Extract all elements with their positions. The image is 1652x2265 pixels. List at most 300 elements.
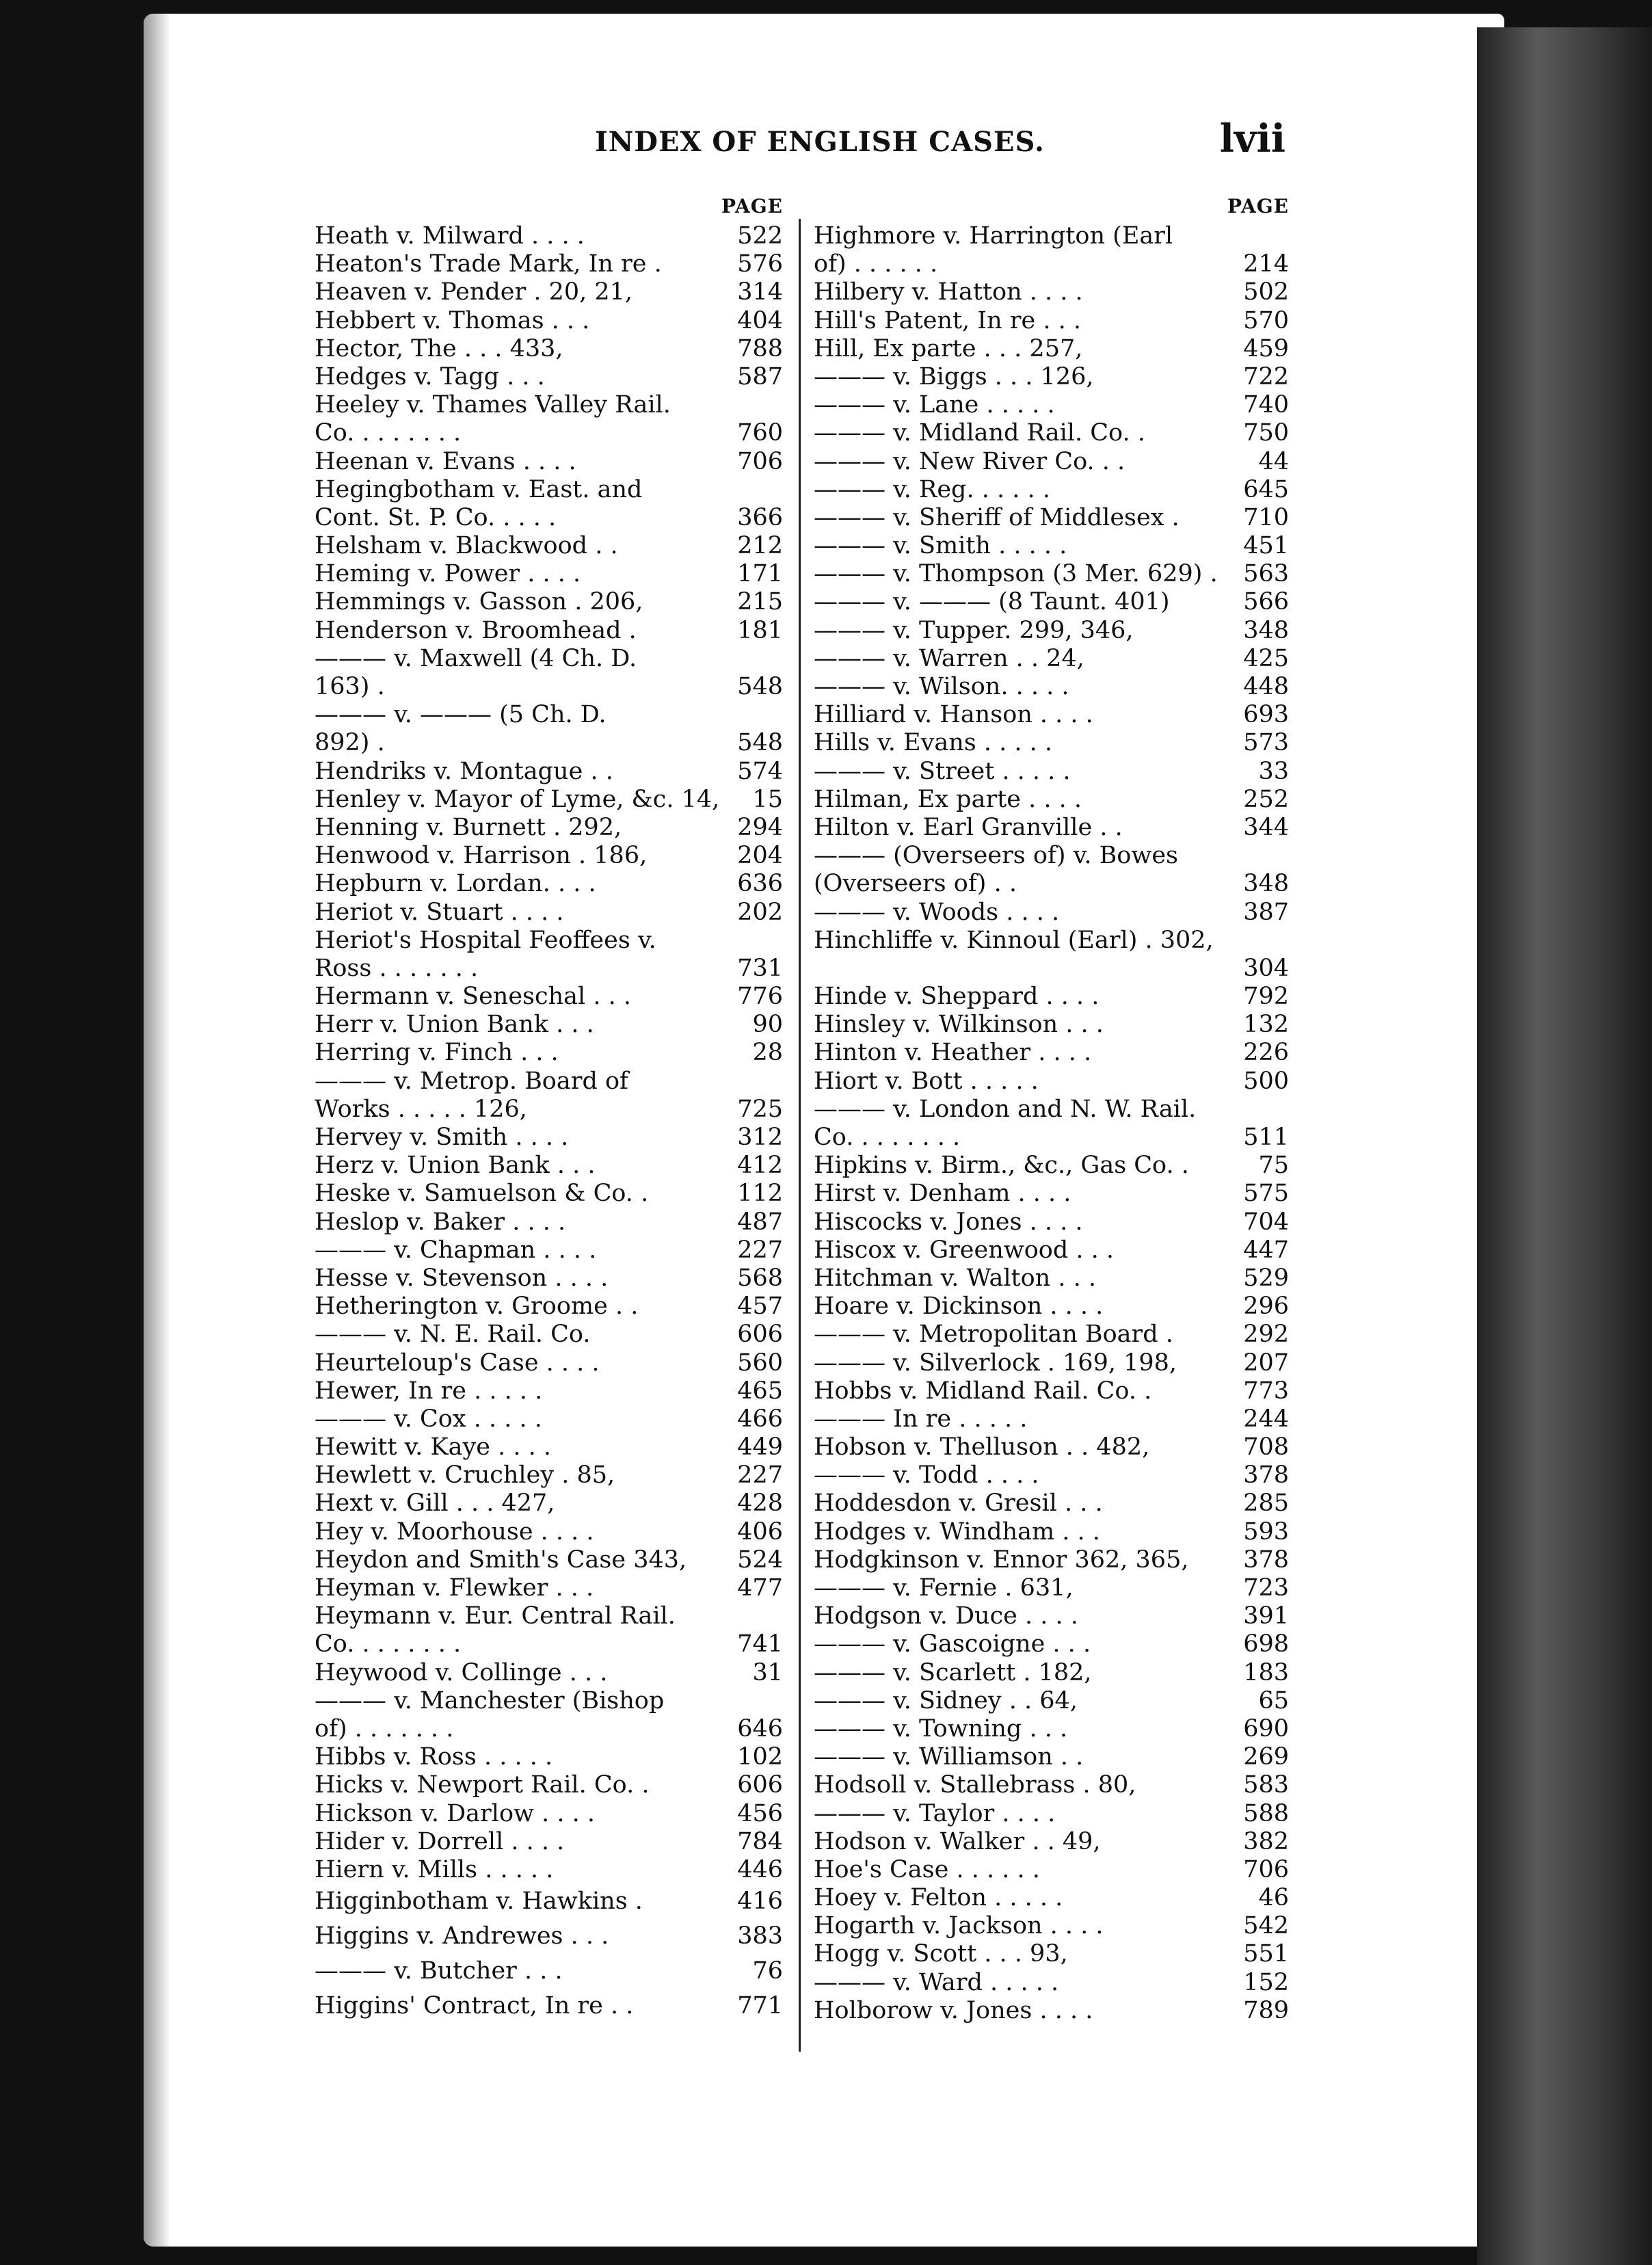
page-reference: 348 (1243, 616, 1289, 644)
case-name: Hodson v. Walker . . 49, (814, 1827, 1101, 1855)
page-reference: 449 (737, 1433, 783, 1461)
case-name: Hey v. Moorhouse . . . . (315, 1518, 594, 1546)
index-entry (315, 1068, 783, 1096)
page-reference: 76 (752, 1957, 783, 1985)
page-reference: 773 (1243, 1377, 1289, 1405)
index-entry (315, 1433, 783, 1461)
case-name: Higgins' Contract, In re . . (315, 1992, 634, 2020)
page-reference: 784 (737, 1827, 783, 1855)
index-entry (315, 1771, 783, 1799)
case-name: Hirst v. Denham . . . . (814, 1180, 1071, 1208)
page-reference: 698 (1243, 1630, 1289, 1658)
case-name: Hoare v. Dickinson . . . . (814, 1293, 1104, 1321)
index-entry (814, 814, 1289, 842)
case-name: Hipkins v. Birm., &c., Gas Co. . (814, 1152, 1189, 1180)
index-entry (814, 1039, 1289, 1067)
index-entry (315, 1954, 783, 1989)
case-name: Hector, The . . . 433, (315, 334, 563, 362)
page-reference: 588 (1243, 1799, 1289, 1827)
page-reference: 606 (737, 1321, 783, 1349)
page-reference: 28 (752, 1039, 783, 1067)
page-reference: 152 (1243, 1968, 1289, 1996)
page-reference: 741 (737, 1630, 783, 1658)
index-entry (315, 701, 783, 729)
case-name: Higginbotham v. Hawkins . (315, 1888, 643, 1916)
page-reference: 548 (737, 673, 783, 700)
index-entries-left (315, 222, 783, 2024)
page-reference: 548 (737, 729, 783, 757)
index-entry (315, 1039, 783, 1067)
page-reference: 566 (1243, 588, 1289, 616)
index-entry (814, 1856, 1289, 1884)
case-name: Hilbery v. Hatton . . . . (814, 278, 1083, 306)
case-name: Hobbs v. Midland Rail. Co. . (814, 1377, 1152, 1405)
case-name: Hiort v. Bott . . . . . (814, 1067, 1039, 1095)
case-name: ——— v. Smith . . . . . (814, 532, 1067, 560)
page-reference: 226 (1243, 1039, 1289, 1067)
index-entry (315, 899, 783, 927)
case-name: Heymann v. Eur. Central Rail. (315, 1602, 676, 1630)
index-entry (814, 278, 1289, 306)
index-entry (315, 673, 783, 701)
page-reference: 227 (737, 1461, 783, 1489)
index-entry (814, 1630, 1289, 1658)
case-name: ——— v. Towning . . . (814, 1714, 1068, 1743)
index-entry (315, 645, 783, 673)
page-edge-shadow (1477, 27, 1652, 2265)
page-reference: 285 (1243, 1489, 1289, 1518)
case-name: ——— v. ——— (8 Taunt. 401) (814, 588, 1170, 616)
page-reference: 348 (1243, 870, 1289, 898)
page-reference: 524 (737, 1546, 783, 1574)
case-name: 163) . (315, 673, 385, 700)
case-name: Hodgson v. Duce . . . . (814, 1602, 1078, 1630)
case-name: ——— v. Biggs . . . 126, (814, 362, 1094, 390)
case-name: ——— v. Street . . . . . (814, 757, 1071, 785)
index-entry (814, 588, 1289, 616)
index-entry (814, 1940, 1289, 1968)
index-entry (315, 1884, 783, 1919)
page-reference: 425 (1243, 644, 1289, 672)
case-name: Henley v. Mayor of Lyme, &c. 14, (315, 785, 720, 813)
index-entry (814, 476, 1289, 504)
case-name: Hepburn v. Lordan. . . . (315, 870, 596, 898)
index-entries-right (814, 222, 1289, 2025)
case-name: Henderson v. Broomhead . (315, 616, 637, 644)
case-name: Hill's Patent, In re . . . (814, 306, 1081, 334)
index-entry (814, 1715, 1289, 1743)
index-entry (814, 1574, 1289, 1602)
case-name: Henwood v. Harrison . 186, (315, 842, 648, 870)
page-reference: 576 (737, 250, 783, 278)
case-name: Hoe's Case . . . . . . (814, 1855, 1040, 1883)
index-entry (315, 1574, 783, 1602)
index-entry (315, 1602, 783, 1630)
page-reference: 448 (1243, 673, 1289, 700)
page-reference: 447 (1243, 1236, 1289, 1264)
index-entry (814, 1997, 1289, 2025)
case-name: (Overseers of) . . (814, 870, 1017, 898)
page-reference: 412 (737, 1152, 783, 1180)
index-entry (814, 250, 1289, 278)
case-name: ——— (Overseers of) v. Bowes (814, 842, 1178, 870)
page-reference: 227 (737, 1236, 783, 1264)
page-reference: 382 (1243, 1827, 1289, 1855)
case-name: ——— v. Tupper. 299, 346, (814, 616, 1134, 644)
index-entry (315, 250, 783, 278)
case-name: ——— v. Sidney . . 64, (814, 1686, 1078, 1714)
page-reference: 294 (737, 813, 783, 841)
case-name: ——— v. Taylor . . . . (814, 1799, 1056, 1827)
page-reference: 725 (737, 1095, 783, 1123)
index-entry (315, 504, 783, 532)
page-reference: 583 (1243, 1771, 1289, 1799)
index-entry (814, 870, 1289, 898)
page-reference: 465 (737, 1377, 783, 1405)
index-entry (315, 955, 783, 983)
case-name: Hilton v. Earl Granville . . (814, 813, 1123, 841)
index-entry (814, 504, 1289, 532)
page-reference: 252 (1243, 785, 1289, 813)
page-reference: 244 (1243, 1405, 1289, 1433)
page-reference: 760 (737, 419, 783, 447)
index-entry (814, 1884, 1289, 1912)
page-reference: 416 (737, 1888, 783, 1916)
page-reference: 511 (1243, 1124, 1289, 1151)
index-entry (315, 307, 783, 335)
index-entry (814, 729, 1289, 757)
index-entry (814, 1687, 1289, 1715)
case-name: Heeley v. Thames Valley Rail. (315, 391, 671, 419)
page-reference: 292 (1243, 1321, 1289, 1349)
index-entry (814, 1293, 1289, 1321)
case-name: Co. . . . . . . . (315, 419, 462, 447)
page-reference: 31 (752, 1658, 783, 1686)
case-name: Hitchman v. Walton . . . (814, 1264, 1096, 1292)
case-name: Hiern v. Mills . . . . . (315, 1855, 554, 1883)
page-reference: 202 (737, 898, 783, 926)
index-entry (814, 1433, 1289, 1461)
index-entry (814, 1828, 1289, 1856)
index-entry (814, 1800, 1289, 1828)
page-reference: 606 (737, 1771, 783, 1799)
page-reference: 214 (1243, 250, 1289, 278)
index-entry (814, 335, 1289, 363)
case-name: Heslop v. Baker . . . . (315, 1208, 566, 1236)
page-reference: 645 (1243, 475, 1289, 503)
case-name: Hogg v. Scott . . . 93, (814, 1940, 1068, 1968)
index-entry (814, 1208, 1289, 1236)
case-name: Highmore v. Harrington (Earl (814, 222, 1173, 250)
page-reference: 459 (1243, 334, 1289, 362)
index-entry (315, 870, 783, 898)
index-entry (315, 1715, 783, 1743)
case-name: of) . . . . . . (814, 250, 938, 278)
page-reference: 575 (1243, 1180, 1289, 1208)
index-entry (814, 1152, 1289, 1180)
page-reference: 487 (737, 1208, 783, 1236)
case-name: Heywood v. Collinge . . . (315, 1658, 608, 1686)
page-reference: 304 (1243, 954, 1289, 982)
page-reference: 446 (737, 1855, 783, 1883)
case-name: Herr v. Union Bank . . . (315, 1011, 594, 1039)
page-reference: 750 (1243, 419, 1289, 447)
case-name: Hobson v. Thelluson . . 482, (814, 1433, 1150, 1461)
page-reference: 789 (1243, 1996, 1289, 2024)
index-entry (315, 419, 783, 447)
index-entry (315, 476, 783, 504)
case-name: ——— v. Chapman . . . . (315, 1236, 597, 1264)
index-entry (814, 391, 1289, 419)
case-name: Heurteloup's Case . . . . (315, 1349, 600, 1377)
page-reference: 788 (737, 334, 783, 362)
page-reference: 587 (737, 362, 783, 390)
page-reference: 502 (1243, 278, 1289, 306)
page-reference: 112 (737, 1180, 783, 1208)
page-reference: 366 (737, 503, 783, 531)
case-name: Hetherington v. Groome . . (315, 1293, 639, 1321)
page-reference: 212 (737, 532, 783, 560)
page-reference: 451 (1243, 532, 1289, 560)
page-reference: 693 (1243, 701, 1289, 729)
page-reference: 269 (1243, 1743, 1289, 1771)
index-entry (814, 1969, 1289, 1997)
page-column-heading: PAGE (721, 195, 783, 217)
case-name: Heath v. Milward . . . . (315, 222, 585, 250)
case-name: Henning v. Burnett . 292, (315, 813, 622, 841)
index-entry (315, 1096, 783, 1124)
page-reference: 708 (1243, 1433, 1289, 1461)
case-name: ——— v. ——— (5 Ch. D. (315, 701, 607, 729)
page-reference: 500 (1243, 1067, 1289, 1095)
page-reference: 560 (737, 1349, 783, 1377)
index-entry (315, 1180, 783, 1208)
case-name: ——— v. Manchester (Bishop (315, 1686, 665, 1714)
page-reference: 344 (1243, 813, 1289, 841)
case-name: Hinton v. Heather . . . . (814, 1039, 1092, 1067)
case-name: Hiscocks v. Jones . . . . (814, 1208, 1083, 1236)
index-entry (315, 1377, 783, 1405)
page-reference: 391 (1243, 1602, 1289, 1630)
case-name: Herring v. Finch . . . (315, 1039, 559, 1067)
index-entry (814, 617, 1289, 645)
case-name: ——— v. Reg. . . . . . (814, 475, 1050, 503)
index-entry (814, 1743, 1289, 1771)
index-entry (814, 1546, 1289, 1574)
page-reference: 704 (1243, 1208, 1289, 1236)
case-name: Hewitt v. Kaye . . . . (315, 1433, 552, 1461)
index-entry (814, 1236, 1289, 1264)
page-reference: 44 (1258, 447, 1289, 475)
page-reference: 710 (1243, 503, 1289, 531)
index-entry (814, 1377, 1289, 1405)
case-name: Hermann v. Seneschal . . . (315, 983, 631, 1011)
index-entry (315, 1293, 783, 1321)
case-name: Hewlett v. Cruchley . 85, (315, 1461, 615, 1489)
case-name: ——— v. Cox . . . . . (315, 1405, 542, 1433)
page-reference: 646 (737, 1714, 783, 1743)
case-name: Hinsley v. Wilkinson . . . (814, 1011, 1104, 1039)
index-entry (315, 1856, 783, 1884)
case-name: Helsham v. Blackwood . . (315, 532, 618, 560)
case-name: Hills v. Evans . . . . . (814, 729, 1053, 757)
index-entry (814, 1405, 1289, 1433)
case-name: Heenan v. Evans . . . . (315, 447, 576, 475)
case-name: Hewer, In re . . . . . (315, 1377, 543, 1405)
page-reference: 383 (737, 1922, 783, 1950)
index-entry (814, 1124, 1289, 1152)
case-name: Hoddesdon v. Gresil . . . (814, 1489, 1103, 1518)
case-name: Hoey v. Felton . . . . . (814, 1884, 1063, 1912)
case-name: Heaton's Trade Mark, In re . (315, 250, 662, 278)
index-entry (315, 1800, 783, 1828)
index-entry (315, 927, 783, 955)
case-name: Co. . . . . . . . (315, 1630, 462, 1658)
page-reference: 404 (737, 306, 783, 334)
case-name: ——— v. London and N. W. Rail. (814, 1095, 1197, 1123)
index-entry (814, 645, 1289, 673)
page-reference: 15 (752, 785, 783, 813)
case-name: Holborow v. Jones . . . . (814, 1996, 1093, 2024)
index-entry (315, 1124, 783, 1152)
index-entry (814, 1461, 1289, 1489)
page-reference: 406 (737, 1518, 783, 1546)
index-entry (814, 1068, 1289, 1096)
index-entry (814, 419, 1289, 447)
case-name: Hickson v. Darlow . . . . (315, 1799, 595, 1827)
page-reference: 428 (737, 1489, 783, 1518)
spine-shadow (144, 14, 171, 2247)
index-entry (814, 307, 1289, 335)
index-entry (315, 588, 783, 616)
page-reference: 466 (737, 1405, 783, 1433)
index-entry (315, 222, 783, 250)
page-reference: 183 (1243, 1658, 1289, 1686)
index-entry (315, 1828, 783, 1856)
index-entry (315, 1349, 783, 1377)
page-number: lvii (1219, 116, 1285, 161)
case-name: Heyman v. Flewker . . . (315, 1574, 594, 1602)
index-entry (814, 673, 1289, 701)
index-entry (315, 1405, 783, 1433)
page-reference: 636 (737, 870, 783, 898)
page-reference: 477 (737, 1574, 783, 1602)
page-reference: 46 (1258, 1884, 1289, 1912)
page-reference: 378 (1243, 1546, 1289, 1574)
running-title: INDEX OF ENGLISH CASES. (595, 126, 1045, 158)
index-entry (814, 758, 1289, 786)
index-entry (814, 786, 1289, 814)
page-reference: 551 (1243, 1940, 1289, 1968)
page-reference: 522 (737, 222, 783, 250)
page-reference: 563 (1243, 560, 1289, 588)
index-entry (814, 363, 1289, 391)
index-entry (814, 1349, 1289, 1377)
case-name: Hodgkinson v. Ennor 362, 365, (814, 1546, 1189, 1574)
index-entry (814, 532, 1289, 560)
index-entry (315, 363, 783, 391)
case-name: Heriot v. Stuart . . . . (315, 898, 564, 926)
page-reference: 132 (1243, 1011, 1289, 1039)
case-name: ——— v. Woods . . . . (814, 898, 1060, 926)
page-reference: 723 (1243, 1574, 1289, 1602)
index-entry (814, 1771, 1289, 1799)
page-column-heading: PAGE (1227, 195, 1289, 217)
case-name: Cont. St. P. Co. . . . . (315, 503, 557, 531)
page-reference: 573 (1243, 729, 1289, 757)
page-reference: 771 (737, 1992, 783, 2020)
case-name: Hegingbotham v. East. and (315, 475, 643, 503)
index-entry (814, 1321, 1289, 1349)
case-name: ——— v. Butcher . . . (315, 1957, 563, 1985)
index-entry (315, 1687, 783, 1715)
index-entry (315, 335, 783, 363)
case-name: ——— v. Ward . . . . . (814, 1968, 1059, 1996)
index-entry (814, 1518, 1289, 1546)
case-name: ——— v. New River Co. . . (814, 447, 1125, 475)
index-entry (814, 899, 1289, 927)
page-reference: 312 (737, 1124, 783, 1151)
page-reference: 690 (1243, 1714, 1289, 1743)
case-name: Hibbs v. Ross . . . . . (315, 1743, 553, 1771)
case-name: Hesse v. Stevenson . . . . (315, 1264, 609, 1292)
index-entry (814, 448, 1289, 476)
case-name: Co. . . . . . . . (814, 1124, 961, 1151)
case-name: Hinchliffe v. Kinnoul (Earl) . 302, (814, 926, 1214, 954)
index-entry (814, 1180, 1289, 1208)
index-entry (315, 560, 783, 588)
case-name: ——— v. Maxwell (4 Ch. D. (315, 644, 637, 672)
page-reference: 204 (737, 842, 783, 870)
case-name: Heriot's Hospital Feoffees v. (315, 926, 656, 954)
index-entry (315, 391, 783, 419)
index-entry (814, 1489, 1289, 1518)
index-entry (814, 1096, 1289, 1124)
case-name: Hogarth v. Jackson . . . . (814, 1912, 1104, 1940)
case-name: Hext v. Gill . . . 427, (315, 1489, 555, 1518)
index-entry (315, 842, 783, 870)
case-name: Heaven v. Pender . 20, 21, (315, 278, 633, 306)
case-name: ——— v. Williamson . . (814, 1743, 1084, 1771)
page-reference: 776 (737, 983, 783, 1011)
page-reference: 568 (737, 1264, 783, 1292)
page-reference: 570 (1243, 306, 1289, 334)
page-reference: 574 (737, 757, 783, 785)
case-name: Higgins v. Andrewes . . . (315, 1922, 609, 1950)
page-reference: 378 (1243, 1461, 1289, 1489)
index-entry (814, 1602, 1289, 1630)
index-entry (315, 1152, 783, 1180)
index-entry (315, 814, 783, 842)
index-entry (315, 1321, 783, 1349)
index-entry (315, 1489, 783, 1518)
index-entry (315, 1208, 783, 1236)
index-entry (315, 448, 783, 476)
case-name: ——— v. Warren . . 24, (814, 644, 1084, 672)
page-reference: 706 (737, 447, 783, 475)
page-reference: 90 (752, 1011, 783, 1039)
page-reference: 740 (1243, 391, 1289, 419)
case-name: Hinde v. Sheppard . . . . (814, 983, 1100, 1011)
index-entry (315, 617, 783, 645)
case-name: Heming v. Power . . . . (315, 560, 581, 588)
page-reference: 207 (1243, 1349, 1289, 1377)
index-entry (814, 560, 1289, 588)
page-reference: 529 (1243, 1264, 1289, 1292)
index-entry (814, 983, 1289, 1011)
case-name: ——— v. Metropolitan Board . (814, 1321, 1173, 1349)
case-name: Hicks v. Newport Rail. Co. . (315, 1771, 650, 1799)
